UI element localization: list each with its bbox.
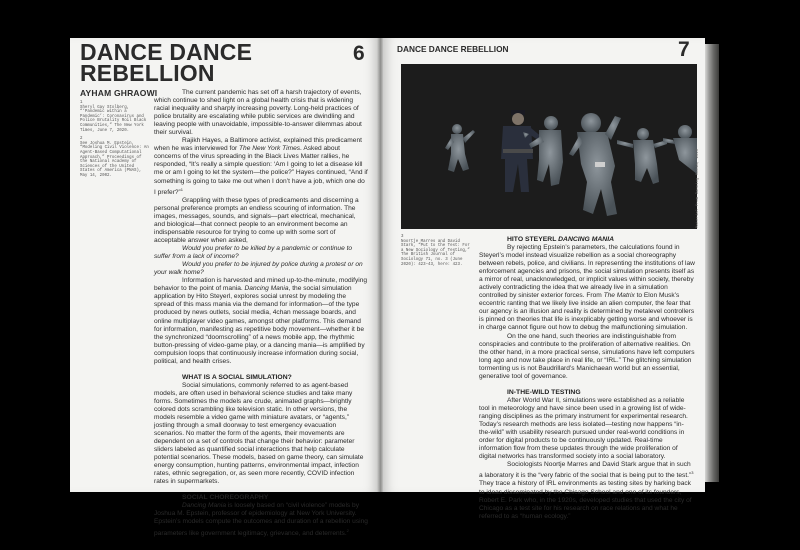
paragraph: Grappling with these types of predicaments and discerning a personal preference prompts an endless scouring of information. The images, messages, sounds, and signals—part electrical, mechanical, and biological—that connect people to an environment become an indispensable resource for trying to come up with some sort of acceptable answer when asked, [154,196,359,245]
left-page [70,38,378,537]
question: Would you prefer to be killed by a pandemic or continue to suffer from a lack of income? [154,245,353,261]
question: Would you prefer to be injured by police during a protest or on your walk home? [154,261,363,277]
dancing-mania-image [401,64,697,229]
paragraph: On the one hand, such theories are indistinguishable from conspiracies and contribute to the proliferation of alternative realities. On the other hand, in a more practical sense, simulations have left computers long ago and now take place in real life, or “IRL.” The glitching simulation tormenting us is not Baudrillard’s Manichaean world but an essential, generative tool of governance. [479,332,695,380]
page-number-right: 7 [678,38,690,61]
footnotes-left [80,101,150,183]
right-page [383,38,705,520]
paragraph: Information is harvested and mined up-to-the-minute, modifying behavior to the point of mania. Dancing Mania, the social simulation application by Hito Steyerl, explores social unrest by modeling the spread of this mass mania via the demand for information—of the type produced by news outlets, social media, 4chan message boards, and online multiplayer video games, amongst other platforms. This demand for information, manifesting as repetitive body movement—whether it be the synchronized “doomscrolling” of a news mobile app, the rhythmic button-pressing of video-game play, or a dancing mania—is amplified by compulsion loops that continuously increase information during social, political, and health crises. [154,277,368,365]
body-text-right [479,236,695,521]
page-number-left: 6 [353,42,365,65]
author-name: AYHAM GHRAOWI [80,88,158,98]
title-line-1: DANCE DANCE [80,39,253,65]
section-heading: WHAT IS A SOCIAL SIMULATION? [182,373,292,381]
paragraph: Dancing Mania is loosely based on “civil violence” models by Joshua M. Epstein, professor of epidemiology at New York University. Epstein’s models compute the outcomes and duration of a rebellion using parameters like government legitimacy, grievance, and deterrents.$^2$ [154,502,368,537]
article-title [80,39,253,86]
section-heading: SOCIAL CHOREOGRAPHY [182,494,269,502]
vertical-caption: Material from Dancing Mania, 2020 [696,148,700,228]
footnote: 1 Sheryl Gay Stolberg, “‘Pandemic within a Pandemic’: Coronavirus and Police Brutality Roil Black Communities,” The New York Times, June 7, 2020. [80,101,147,133]
paragraph: Social simulations, commonly referred to as agent-based models, are often used in behavioral science studies and take many forms. Sometimes the models are crude, animated graphs—brightly colored dots scrambling like television static. In other versions, the models resemble a video game with miniature avatars, or “agents,” jostling through a small doorway to test emergency evacuation scenarios. No matter the form of the agents, their movements are dependent on a set of controls that change their behavior: parameter sliders labeled as quantified social interactions that help calculate potential scenarios. These models, based on game theory, can simulate energy consumption, hunting patterns, environmental impact, infection rates, ethnic segregation, or, as seen more recently, COVID infection rates in supermarkets. [154,381,364,486]
page-edges [705,44,719,482]
paragraph: Sociologists Noortje Marres and David Stark argue that in such a laboratory it is the “very fabric of the social that is being put to the test.”$^3$ They trace a history of IRL environments as testing sites by harking back to ideas disseminated by the Chicago School and one of its founders, Robert E. Park who, in the 1920s, developed studies that used the city of Chicago as a test site for his research on race relations and what he referred to as “human ecology.” [479,461,694,520]
body-text-left [154,89,368,538]
footnote-right [401,235,471,271]
footnote: 2 See Joshua M. Epstein, “Modeling Civil Violence: An Agent-Based Computational Approach,” Proceedings of the National Academy of Sciences of the United States of America (PNAS), May 14, 2002. [80,137,149,178]
footnote: 3 Noortje Marres and David Stark, “Put to the Test: For a New Sociology of Testing,” The British Journal of Sociology 71, no. 3 (June 2020): 423–43, here: 423. [401,235,470,267]
paragraph: After World War II, simulations were established as a reliable tool in meteorology and have since been used in a growing list of wide-ranging disciplines as the primary instrument for experimental research. Today’s research methods are less isolated—testing now happens “in-the-wild” with usability research pursued under real-world conditions in order for digital products to be continuously updated. Real-time information flow from these updates through the wide proliferation of digital networks has transformed society into a social laboratory. [479,396,688,461]
paragraph: Rajikh Hayes, a Baltimore activist, explained this predicament when he was interviewed for The New York Times. Asked about concerns of the virus spreading in the Black Lives Matter rallies, he responded, “It’s really a simple question: ‘Am I going to let a disease kill me or am I going to let the system—the police?” Hayes continued, “And if something is going to take me out when I don’t have a job, which one do I prefer?”$^1$ [154,137,368,196]
paragraph: The current pandemic has set off a harsh trajectory of events, which continue to shed light on a global health crisis that is widening racial inequality and sharply increasing poverty. Long-held practices of police brutality are escalating while public services are dwindling and leaving people with unavoidable, impossible-to-answer dilemmas about their survival. [154,89,362,137]
section-heading: IN-THE-WILD TESTING [507,388,581,396]
section-heading: HITO STEYERL DANCING MANIA [507,236,615,243]
title-line-2: REBELLION [80,60,215,86]
riot-police-figures-illustration [401,64,697,229]
paragraph: By rejecting Epstein’s parameters, the calculations found in Steyerl’s model instead visualize rebellion as a social choreography between rebels, police, and civilians. In representing the institutions of law enforcement agencies and prisons, the social simulation presents itself as a mirror of real, unacknowledged, or implicit values within society, thereby actively contradicting the idea that we already live in a simulation controlled by sinister exterior forces. From The Matrix to Elon Musk’s eccentric ranting that we likely live inside an alien computer, the fear that our agency is an illusion and reality is determined by metalevel controllers is pinned on theories that life is inexplicably getting worse and whoever is in charge cannot figure out how to debug the malfunctioning simulation. [479,244,695,332]
running-head: DANCE DANCE REBELLION [397,44,509,54]
